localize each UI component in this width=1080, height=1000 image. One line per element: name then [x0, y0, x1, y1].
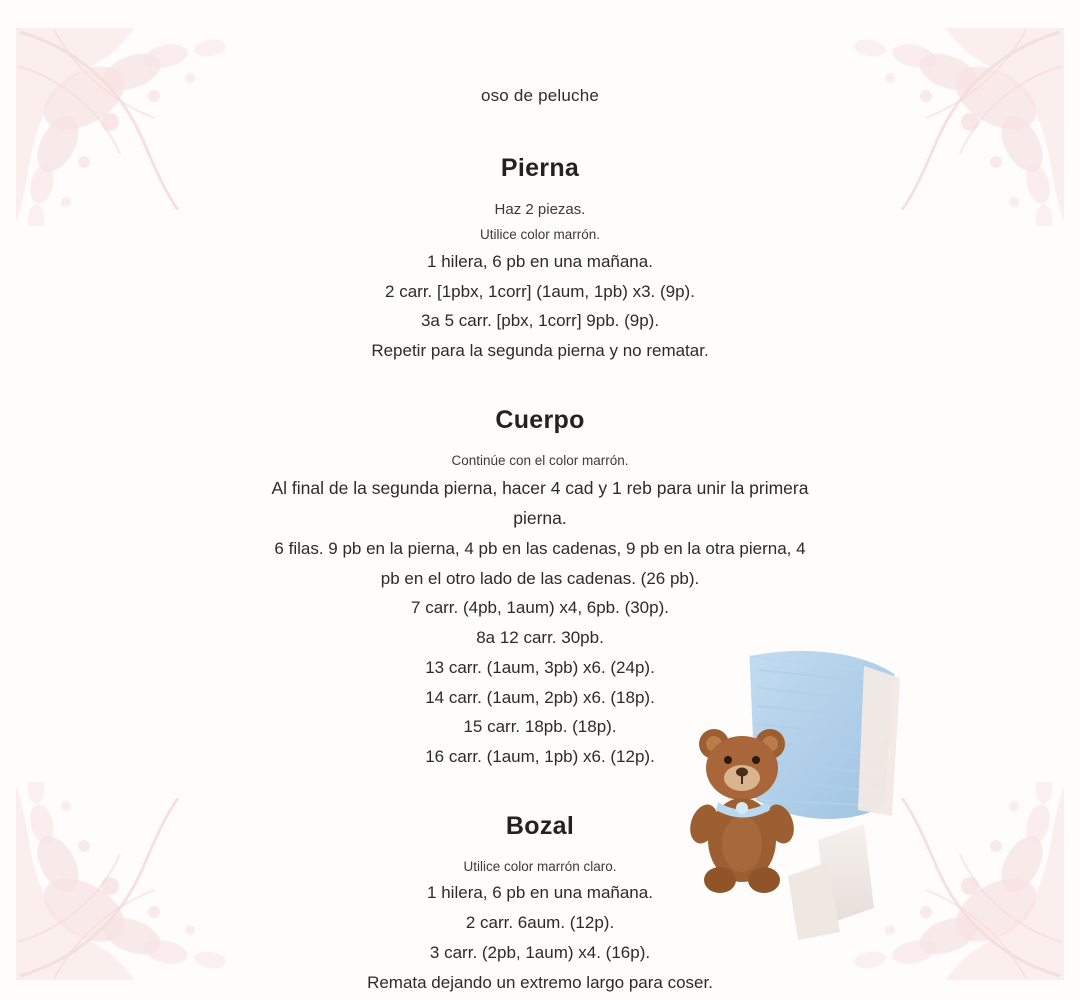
section-note: Haz 2 piezas. [494, 201, 586, 218]
section-pierna [0, 154, 1080, 366]
instruction-line: 13 carr. (1aum, 3pb) x6. (24p). [425, 657, 655, 677]
section-note: Utilice color marrón claro. [463, 858, 617, 874]
instruction-line: Repetir para la segunda pierna y no rematar. [371, 341, 709, 361]
instruction-line: 14 carr. (1aum, 2pb) x6. (18p). [425, 687, 655, 707]
instruction-line: 1 hilera, 6 pb en una mañana. [427, 883, 653, 903]
instruction-lines [0, 247, 1080, 366]
section-bozal [0, 812, 1080, 998]
instruction-lines [0, 878, 1080, 997]
instruction-line: 2 carr. 6aum. (12p). [465, 913, 615, 933]
instruction-line: 3 carr. (2pb, 1aum) x4. (16p). [429, 942, 651, 962]
instruction-line: Remata dejando un extremo largo para coser. [367, 972, 713, 992]
section-heading-pierna: Pierna [500, 154, 580, 182]
section-cuerpo [0, 406, 1080, 772]
section-heading-bozal: Bozal [505, 811, 575, 840]
instruction-line: 2 carr. [1pbx, 1corr] (1aum, 1pb) x3. (9p). [385, 281, 695, 301]
instruction-line: 3a 5 carr. [pbx, 1corr] 9pb. (9p). [420, 311, 660, 331]
section-note: Continúe con el color marrón. [451, 452, 629, 468]
section-note: Utilice color marrón. [479, 227, 601, 243]
instruction-line: Al final de la segunda pierna, hacer 4 cad y 1 reb para unir la primera pierna. [271, 477, 809, 529]
instruction-line: 8a 12 carr. 30pb. [476, 628, 604, 647]
section-heading-cuerpo: Cuerpo [495, 405, 585, 434]
instruction-line: 7 carr. (4pb, 1aum) x4, 6pb. (30p). [411, 598, 669, 618]
instruction-line: 16 carr. (1aum, 1pb) x6. (12p). [425, 747, 655, 766]
instruction-lines [0, 473, 1080, 772]
instruction-line: 1 hilera, 6 pb en una mañana. [427, 251, 653, 271]
instruction-line: 15 carr. 18pb. (18p). [463, 717, 617, 737]
page-title: oso de peluche [480, 86, 600, 105]
instruction-line: 6 filas. 9 pb en la pierna, 4 pb en las cadenas, 9 pb en la otra pierna, 4 pb en el otro lado de las cadenas. (26 pb). [274, 538, 806, 588]
